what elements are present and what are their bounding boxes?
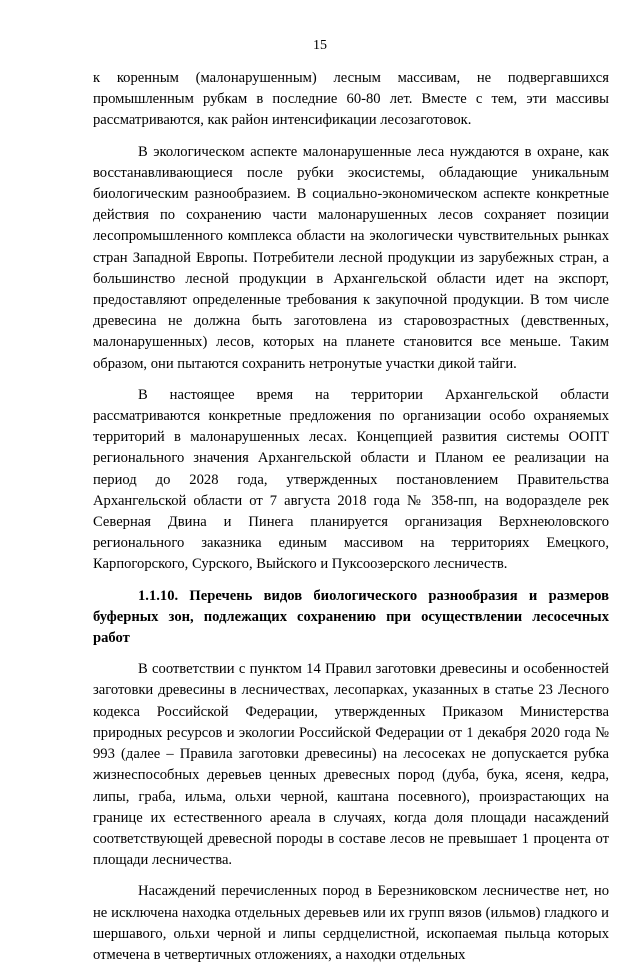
- paragraph-spacer: [93, 132, 609, 142]
- paragraph-spacer: [93, 871, 609, 881]
- paragraph-continuation: к коренным (малонарушенным) лесным массивам, не подвергавшихся промышленным рубкам в последние 60-80 лет. Вместе с тем, эти массивы рассматриваются, как район интенсификации лесозаготовок.: [93, 70, 609, 129]
- paragraph-ecological-aspect: В экологическом аспекте малонарушенные леса нуждаются в охране, как восстанавливающиеся после рубки экосистемы, обладающие уникальным биологическим разнообразием. В социально-экономическом аспекте конкретные действия по сохранению части малонарушенных лесов сохраняет позиции лесопромышленного комплекса области на экологически чувствительных рынках стран Западной Европы. Потребители лесной продукции из зарубежных стран, а большинство лесной продукции в Архангельской области идет на экспорт, предоставляют определенные требования к закупочной продукции. В том числе древесина не должна быть заготовлена из старовозрастных (девственных, малонарушенных) лесов, которых на планете становится все меньше. Таким образом, они пытаются сохранить нетронутые участки дикой тайги.: [93, 143, 609, 372]
- section-heading: 1.1.10. Перечень видов биологического разнообразия и размеров буферных зон, подлежащих сохранению при осуществлении лесосечных работ: [93, 587, 609, 647]
- paragraph-species-finds: Насаждений перечисленных пород в Березниковском лесничестве нет, но не исключена находка отдельных деревьев или их групп вязов (ильмов) гладкого и шершавого, ольхи черной и липы сердцелистной, ископаемая пыльца которых отмечена в четвертичных отложениях, а находки отдельных: [93, 883, 609, 963]
- paragraph-protected-areas: В настоящее время на территории Архангельской области рассматриваются конкретные предложения по организации особо охраняемых территорий в малонарушенных лесах. Концепцией развития системы ООПТ регионального значения Архангельской области и Планом ее реализации на период до 2028 года, утвержденных постановлением Правительства Архангельской области от 7 августа 2018 года № 358-пп, на водоразделе рек Северная Двина и Пинега планируется организация Верхнеюловского регионального заказника единым массивом на территориях Емецкого, Карпогорского, Сурского, Выйского и Пуксоозерского лесничеств.: [93, 386, 609, 573]
- paragraph-rules: В соответствии с пунктом 14 Правил заготовки древесины и особенностей заготовки древесины в лесничествах, лесопарках, указанных в статье 23 Лесного кодекса Российской Федерации, утвержденных Приказом Министерства природных ресурсов и экологии Российской Федерации от 1 декабря 2020 года № 993 (далее – Правила заготовки древесины) на лесосеках не допускается рубка жизнеспособных деревьев ценных древесных пород (дуба, бука, ясеня, кедра, липы, граба, ильма, ольхи черной, каштана посевного), произрастающих на границе их естественного ареала в случаях, когда доля площади насаждений соответствующей древесной породы в составе лесов не превышает 1 процента от площади лесничества.: [93, 661, 609, 869]
- paragraph-spacer: [93, 375, 609, 385]
- paragraph-spacer: [93, 576, 609, 586]
- document-body: [93, 68, 609, 966]
- paragraph-spacer: [93, 649, 609, 659]
- page-number: 15: [313, 38, 327, 53]
